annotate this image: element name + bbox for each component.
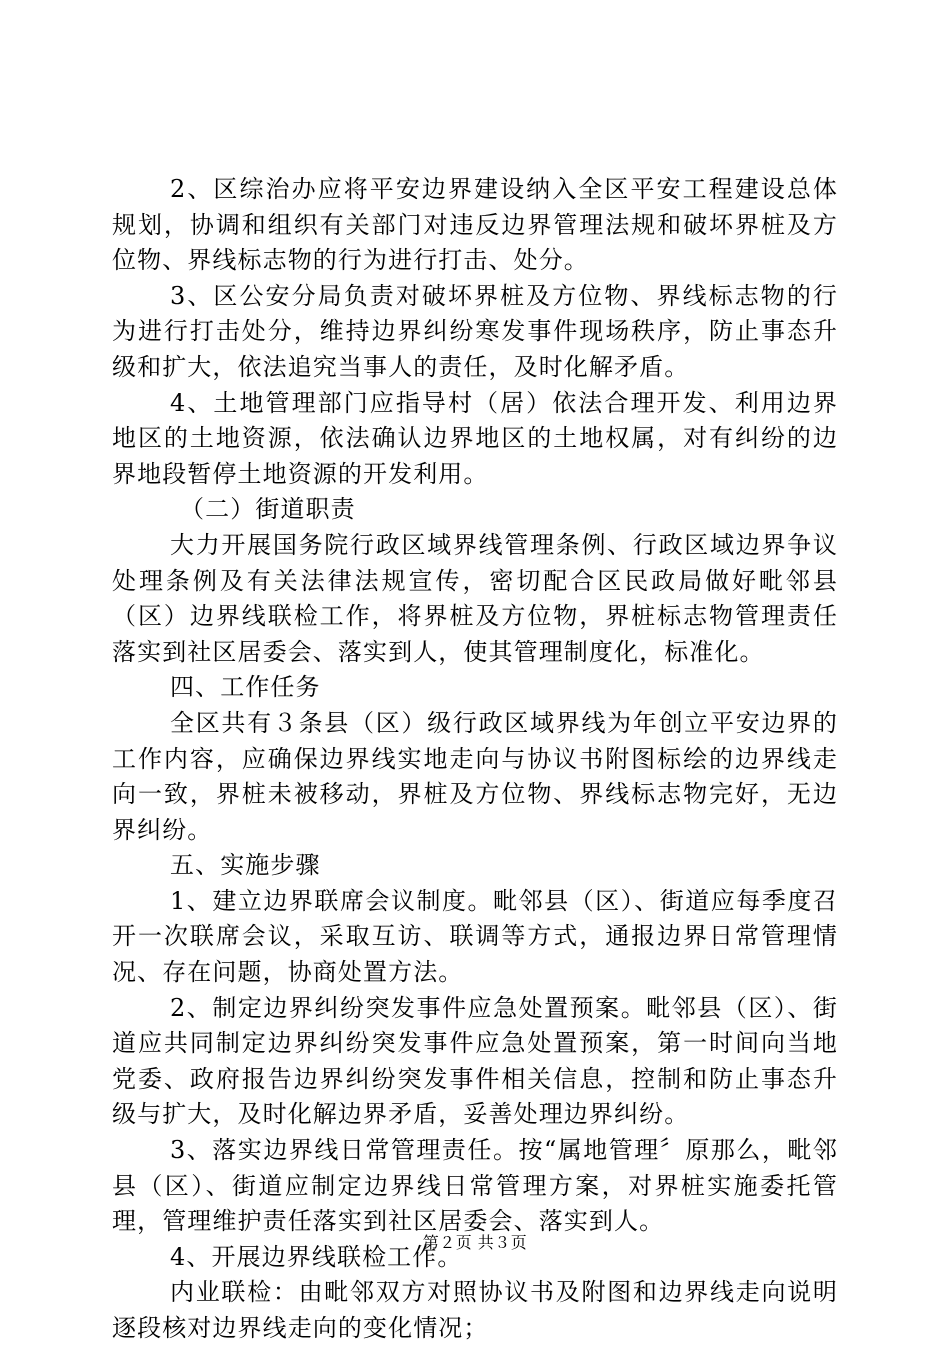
paragraph-internal-inspection: 内业联检：由毗邻双方对照协议书及附图和边界线走向说明逐段核对边界线走向的变化情况； bbox=[112, 1278, 838, 1342]
paragraph-step-4: 4、开展边界线联检工作。 bbox=[170, 1242, 463, 1271]
paragraph-work-tasks: 全区共有３条县（区）级行政区域界线为年创立平安边界的工作内容，应确保边界线实地走向与协议书附图标绘的边界线走向一致，界桩未被移动，界桩及方位物、界线标志物完好，无边界纠纷。 bbox=[112, 708, 838, 844]
section-heading-street-duties: （二）街道职责 bbox=[180, 495, 356, 524]
section-heading-implementation-steps: 五、实施步骤 bbox=[170, 851, 321, 880]
document-body bbox=[112, 172, 838, 1347]
paragraph-item-3-public-security: 3、区公安分局负责对破坏界桩及方位物、界线标志物的行为进行打击处分，维持边界纠纷寒发事件现场秩序，防止事态升级和扩大，依法追究当事人的责任，及时化解矛盾。 bbox=[112, 281, 838, 381]
paragraph-step-2: 2、制定边界纠纷突发事件应急处置预案。毗邻县（区）、街道应共同制定边界纠纷突发事件应急处置预案，第一时间向当地党委、政府报告边界纠纷突发事件相关信息，控制和防止事态升级与扩大，及时化解边界矛盾，妥善处理边界纠纷。 bbox=[112, 993, 838, 1129]
paragraph-item-2-district-office: 2、区综治办应将平安边界建设纳入全区平安工程建设总体规划，协调和组织有关部门对违反边界管理法规和破坏界桩及方位物、界线标志物的行为进行打击、处分。 bbox=[112, 175, 838, 275]
section-heading-work-tasks: 四、工作任务 bbox=[170, 673, 321, 702]
paragraph-step-3: 3、落实边界线日常管理责任。按“属地管理〞原那么，毗邻县（区）、街道应制定边界线日常管理方案，对界桩实施委托管理，管理维护责任落实到社区居委会、落实到人。 bbox=[112, 1136, 838, 1236]
paragraph-item-4-land-management: 4、土地管理部门应指导村（居）依法合理开发、利用边界地区的土地资源，依法确认边界地区的土地权属，对有纠纷的边界地段暂停土地资源的开发利用。 bbox=[112, 388, 838, 488]
paragraph-step-1: 1、建立边界联席会议制度。毗邻县（区）、街道应每季度召开一次联席会议，采取互访、联调等方式，通报边界日常管理情况、存在问题，协商处置方法。 bbox=[112, 886, 838, 987]
page-number-footer: 第２页 共３页 bbox=[422, 1233, 528, 1252]
paragraph-street-duties: 大力开展国务院行政区域界线管理条例、行政区域边界争议处理条例及有关法律法规宣传，密切配合区民政局做好毗邻县（区）边界线联检工作，将界桩及方位物，界桩标志物管理责任落实到社区居委会、落实到人，使其管理制度化，标准化。 bbox=[112, 530, 838, 666]
